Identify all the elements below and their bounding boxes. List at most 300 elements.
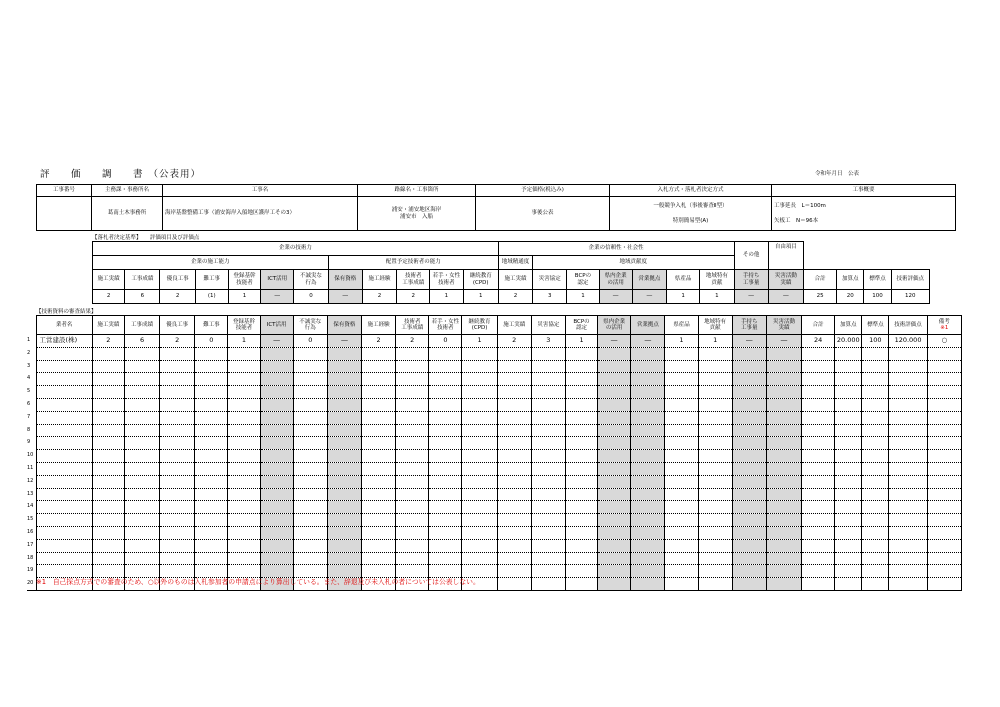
result-cell bbox=[195, 360, 228, 373]
result-cell bbox=[462, 373, 497, 386]
result-cell bbox=[862, 501, 889, 514]
result-cell bbox=[228, 437, 260, 450]
result-cell bbox=[631, 462, 665, 475]
criteria-column-header: 災害協定 bbox=[533, 270, 567, 290]
bidder-name bbox=[36, 450, 92, 463]
results-column-header: 合計 bbox=[802, 316, 835, 335]
result-cell bbox=[698, 501, 732, 514]
result-cell bbox=[160, 411, 195, 424]
result-cell bbox=[160, 526, 195, 539]
result-cell bbox=[732, 539, 766, 552]
results-column-header: 技術評価点 bbox=[889, 316, 927, 335]
result-cell bbox=[766, 462, 801, 475]
row-number: 12 bbox=[27, 477, 34, 484]
result-cell bbox=[598, 360, 631, 373]
overview-header: 工事番号 bbox=[37, 185, 92, 197]
result-cell bbox=[598, 411, 631, 424]
result-cell bbox=[889, 578, 927, 591]
result-cell bbox=[802, 411, 835, 424]
results-column-header: BCPの 認定 bbox=[565, 316, 597, 335]
row-number: 13 bbox=[27, 490, 34, 497]
result-cell bbox=[631, 526, 665, 539]
result-cell bbox=[124, 424, 159, 437]
results-table bbox=[27, 315, 962, 591]
result-cell bbox=[766, 501, 801, 514]
row-number: 16 bbox=[27, 528, 34, 535]
result-cell bbox=[598, 565, 631, 578]
overview-header-row bbox=[37, 185, 956, 197]
result-cell bbox=[835, 526, 862, 539]
result-cell bbox=[396, 514, 429, 527]
bidder-name: 工営建設(株) bbox=[36, 335, 92, 348]
criteria-column-header: 合計 bbox=[803, 270, 836, 290]
overview-table bbox=[36, 184, 956, 231]
criteria-column-header: 技術者 工事成績 bbox=[397, 270, 430, 290]
result-cell bbox=[327, 514, 361, 527]
result-cell: ― bbox=[766, 335, 801, 348]
criteria-column-header: 優良工事 bbox=[160, 270, 195, 290]
result-cell bbox=[293, 411, 327, 424]
project-summary: 工事延長 L＝100m 矢板工 N＝96本 bbox=[772, 197, 956, 231]
result-cell bbox=[260, 411, 293, 424]
row-number: 3 bbox=[27, 362, 31, 369]
result-cell bbox=[92, 488, 124, 501]
page-title: 評 価 調 書（公表用） bbox=[40, 169, 202, 180]
row-number: 15 bbox=[27, 516, 34, 523]
bidder-name bbox=[36, 360, 92, 373]
result-cell bbox=[362, 462, 396, 475]
result-cell bbox=[497, 386, 531, 399]
criteria-point: ― bbox=[734, 290, 768, 304]
result-cell bbox=[802, 514, 835, 527]
criteria-column-header: 登録基幹 技能者 bbox=[228, 270, 260, 290]
result-cell bbox=[195, 552, 228, 565]
result-cell bbox=[362, 347, 396, 360]
result-cell bbox=[835, 373, 862, 386]
result-cell bbox=[565, 450, 597, 463]
results-column-header: 保有資格 bbox=[327, 316, 361, 335]
bidder-name bbox=[36, 501, 92, 514]
result-cell bbox=[327, 539, 361, 552]
result-cell bbox=[160, 501, 195, 514]
result-cell bbox=[862, 488, 889, 501]
result-cell bbox=[195, 386, 228, 399]
result-cell bbox=[462, 501, 497, 514]
result-cell bbox=[698, 398, 732, 411]
result-cell bbox=[462, 526, 497, 539]
bidder-name bbox=[36, 552, 92, 565]
estimated-price: 事後公表 bbox=[476, 197, 610, 231]
result-cell: ― bbox=[631, 335, 665, 348]
result-cell bbox=[260, 526, 293, 539]
result-cell bbox=[665, 360, 698, 373]
result-cell bbox=[195, 514, 228, 527]
result-cell bbox=[732, 373, 766, 386]
result-cell bbox=[462, 360, 497, 373]
result-cell bbox=[92, 450, 124, 463]
result-cell bbox=[531, 501, 565, 514]
result-cell bbox=[92, 501, 124, 514]
result-cell bbox=[327, 437, 361, 450]
results-column-header: 施工経験 bbox=[362, 316, 396, 335]
result-cell bbox=[698, 373, 732, 386]
result-cell bbox=[732, 501, 766, 514]
result-cell: 0 bbox=[429, 335, 462, 348]
result-cell bbox=[565, 398, 597, 411]
result-cell bbox=[862, 475, 889, 488]
result-cell bbox=[429, 347, 462, 360]
result-cell bbox=[927, 539, 961, 552]
result-cell bbox=[631, 347, 665, 360]
result-cell bbox=[396, 488, 429, 501]
result-cell bbox=[565, 539, 597, 552]
result-cell bbox=[327, 552, 361, 565]
result-cell bbox=[160, 462, 195, 475]
project-name: 海岸基盤整備工事（浦安海岸入船地区護岸工その3） bbox=[163, 197, 358, 231]
result-cell bbox=[565, 347, 597, 360]
result-cell bbox=[124, 386, 159, 399]
result-cell bbox=[835, 539, 862, 552]
row-number: 11 bbox=[27, 464, 34, 471]
criteria-point: ― bbox=[632, 290, 666, 304]
results-label: 【技術資料の審査結果】 bbox=[36, 309, 97, 315]
result-cell bbox=[260, 373, 293, 386]
criteria-point: 2 bbox=[397, 290, 430, 304]
result-cell bbox=[462, 462, 497, 475]
result-cell bbox=[195, 488, 228, 501]
result-cell bbox=[927, 501, 961, 514]
result-cell bbox=[362, 411, 396, 424]
result-cell bbox=[927, 398, 961, 411]
bidder-name bbox=[36, 462, 92, 475]
result-cell bbox=[260, 475, 293, 488]
result-cell bbox=[362, 514, 396, 527]
result-cell bbox=[889, 450, 927, 463]
result-cell bbox=[531, 565, 565, 578]
result-cell bbox=[927, 488, 961, 501]
row-number: 8 bbox=[27, 426, 31, 433]
result-cell bbox=[862, 462, 889, 475]
table-row bbox=[27, 335, 962, 348]
result-cell bbox=[835, 450, 862, 463]
result-cell bbox=[862, 386, 889, 399]
result-cell bbox=[802, 373, 835, 386]
result-cell bbox=[92, 424, 124, 437]
result-cell bbox=[531, 398, 565, 411]
result-cell bbox=[497, 552, 531, 565]
sub-contribution: 地域貢献度 bbox=[533, 256, 734, 270]
result-cell bbox=[327, 347, 361, 360]
result-cell bbox=[327, 462, 361, 475]
result-cell bbox=[862, 450, 889, 463]
result-cell bbox=[531, 578, 565, 591]
result-cell bbox=[497, 424, 531, 437]
result-cell bbox=[462, 386, 497, 399]
result-cell bbox=[429, 539, 462, 552]
result-cell bbox=[531, 462, 565, 475]
result-cell bbox=[889, 386, 927, 399]
note-mark: ※1 bbox=[940, 325, 949, 331]
result-cell bbox=[766, 347, 801, 360]
result-cell bbox=[862, 347, 889, 360]
result-cell bbox=[228, 526, 260, 539]
result-cell bbox=[862, 424, 889, 437]
result-cell bbox=[429, 386, 462, 399]
result-cell bbox=[228, 450, 260, 463]
bidder-name bbox=[36, 475, 92, 488]
result-cell bbox=[927, 450, 961, 463]
result-cell: ○ bbox=[927, 335, 961, 348]
result-cell bbox=[195, 539, 228, 552]
result-cell bbox=[195, 437, 228, 450]
result-cell bbox=[362, 539, 396, 552]
bidder-name bbox=[36, 424, 92, 437]
result-cell bbox=[362, 373, 396, 386]
criteria-column-header: 技術評価点 bbox=[891, 270, 929, 290]
result-cell bbox=[631, 514, 665, 527]
result-cell bbox=[124, 360, 159, 373]
result-cell bbox=[228, 373, 260, 386]
publication-date: 令和年月日 公表 bbox=[815, 171, 860, 177]
free-header: 自由項目 bbox=[768, 242, 803, 270]
result-cell bbox=[92, 475, 124, 488]
result-cell bbox=[766, 450, 801, 463]
result-cell bbox=[631, 373, 665, 386]
result-cell bbox=[293, 552, 327, 565]
results-header-row bbox=[27, 316, 962, 335]
result-cell bbox=[293, 360, 327, 373]
result-cell bbox=[698, 514, 732, 527]
result-cell bbox=[429, 437, 462, 450]
result-cell bbox=[327, 386, 361, 399]
result-cell bbox=[665, 539, 698, 552]
result-cell bbox=[802, 437, 835, 450]
result-cell bbox=[293, 488, 327, 501]
result-cell bbox=[766, 475, 801, 488]
criteria-column-header: 加算点 bbox=[837, 270, 864, 290]
criteria-point: (1) bbox=[195, 290, 228, 304]
result-cell bbox=[698, 347, 732, 360]
result-cell bbox=[160, 514, 195, 527]
result-cell bbox=[889, 398, 927, 411]
result-cell bbox=[598, 578, 631, 591]
result-cell bbox=[228, 347, 260, 360]
results-column-header: 不誠実な 行為 bbox=[293, 316, 327, 335]
result-cell bbox=[160, 386, 195, 399]
criteria-point: 100 bbox=[864, 290, 891, 304]
result-cell bbox=[802, 488, 835, 501]
table-row bbox=[27, 437, 962, 450]
result-cell bbox=[362, 437, 396, 450]
result-cell bbox=[766, 437, 801, 450]
footnote-text: ※1 自己採点方式での審査のため、○以外のものは入札参加者の申請点により算出している。また、辞退及び未入札の者については公表しない。 bbox=[36, 578, 480, 586]
criteria-table bbox=[92, 241, 930, 304]
result-cell bbox=[195, 501, 228, 514]
result-cell bbox=[396, 347, 429, 360]
row-number: 18 bbox=[27, 554, 34, 561]
results-column-header: 加算点 bbox=[835, 316, 862, 335]
results-column-header: 優良工事 bbox=[160, 316, 195, 335]
result-cell bbox=[195, 424, 228, 437]
result-cell bbox=[531, 437, 565, 450]
criteria-column-header: 施工実績 bbox=[498, 270, 532, 290]
result-cell bbox=[195, 462, 228, 475]
result-cell bbox=[665, 526, 698, 539]
bidder-name bbox=[36, 437, 92, 450]
result-cell bbox=[429, 552, 462, 565]
result-cell bbox=[732, 411, 766, 424]
result-cell bbox=[835, 437, 862, 450]
result-cell bbox=[927, 347, 961, 360]
result-cell bbox=[497, 437, 531, 450]
result-cell bbox=[92, 552, 124, 565]
result-cell bbox=[698, 437, 732, 450]
results-column-header: ICT活用 bbox=[260, 316, 293, 335]
overview-header: 予定価格(税込み) bbox=[476, 185, 610, 197]
result-cell bbox=[92, 373, 124, 386]
bidder-name bbox=[36, 514, 92, 527]
result-cell bbox=[665, 514, 698, 527]
result-cell bbox=[698, 411, 732, 424]
result-cell bbox=[665, 450, 698, 463]
bidder-name bbox=[36, 373, 92, 386]
result-cell bbox=[802, 475, 835, 488]
result-cell bbox=[598, 462, 631, 475]
result-cell bbox=[260, 424, 293, 437]
table-row bbox=[27, 475, 962, 488]
result-cell bbox=[927, 437, 961, 450]
result-cell: 2 bbox=[160, 335, 195, 348]
result-cell bbox=[195, 398, 228, 411]
criteria-column-header: 営業拠点 bbox=[632, 270, 666, 290]
result-cell bbox=[862, 411, 889, 424]
table-row bbox=[27, 501, 962, 514]
result-cell bbox=[698, 565, 732, 578]
criteria-column-header: 不誠実な 行為 bbox=[294, 270, 328, 290]
result-cell: 3 bbox=[531, 335, 565, 348]
result-cell bbox=[462, 552, 497, 565]
result-cell bbox=[631, 565, 665, 578]
result-cell bbox=[531, 386, 565, 399]
result-cell bbox=[160, 398, 195, 411]
result-cell bbox=[889, 565, 927, 578]
result-cell bbox=[462, 347, 497, 360]
result-cell bbox=[927, 360, 961, 373]
result-cell bbox=[228, 386, 260, 399]
row-number: 7 bbox=[27, 413, 31, 420]
results-column-header: 業者名 bbox=[36, 316, 92, 335]
results-column-header: 標準点 bbox=[862, 316, 889, 335]
result-cell bbox=[160, 373, 195, 386]
criteria-column-header: 県内企業 の活用 bbox=[599, 270, 632, 290]
result-cell bbox=[160, 450, 195, 463]
sub-region: 地域精通度 bbox=[498, 256, 532, 270]
result-cell bbox=[228, 539, 260, 552]
result-cell bbox=[429, 411, 462, 424]
result-cell bbox=[362, 360, 396, 373]
result-cell bbox=[802, 578, 835, 591]
result-cell bbox=[92, 437, 124, 450]
result-cell bbox=[293, 347, 327, 360]
result-cell bbox=[889, 501, 927, 514]
bidder-name bbox=[36, 488, 92, 501]
result-cell bbox=[396, 373, 429, 386]
result-cell bbox=[327, 360, 361, 373]
result-cell bbox=[396, 552, 429, 565]
criteria-column-header: 県産品 bbox=[667, 270, 700, 290]
result-cell bbox=[462, 411, 497, 424]
result-cell bbox=[862, 539, 889, 552]
criteria-point: 3 bbox=[533, 290, 567, 304]
criteria-column-header: 工事成績 bbox=[125, 270, 160, 290]
result-cell bbox=[92, 462, 124, 475]
results-column-header: 登録基幹 技能者 bbox=[228, 316, 260, 335]
result-cell bbox=[92, 526, 124, 539]
result-cell bbox=[497, 501, 531, 514]
result-cell bbox=[802, 398, 835, 411]
result-cell bbox=[631, 475, 665, 488]
result-cell bbox=[327, 501, 361, 514]
result-cell bbox=[698, 386, 732, 399]
result-cell bbox=[889, 462, 927, 475]
result-cell bbox=[362, 501, 396, 514]
result-cell bbox=[396, 501, 429, 514]
criteria-point: 120 bbox=[891, 290, 929, 304]
result-cell bbox=[531, 475, 565, 488]
criteria-column-header: 継続教育 (CPD) bbox=[463, 270, 498, 290]
criteria-column-header: 標準点 bbox=[864, 270, 891, 290]
result-cell bbox=[497, 373, 531, 386]
result-cell: ― bbox=[327, 335, 361, 348]
result-cell bbox=[565, 514, 597, 527]
result-cell bbox=[429, 424, 462, 437]
result-cell bbox=[889, 424, 927, 437]
bidder-name bbox=[36, 347, 92, 360]
results-column-header: 施工実績 bbox=[497, 316, 531, 335]
result-cell bbox=[835, 360, 862, 373]
criteria-point: 1 bbox=[667, 290, 700, 304]
result-cell bbox=[124, 411, 159, 424]
result-cell bbox=[732, 475, 766, 488]
result-cell bbox=[327, 475, 361, 488]
result-cell bbox=[396, 437, 429, 450]
result-cell bbox=[260, 360, 293, 373]
result-cell bbox=[124, 373, 159, 386]
result-cell bbox=[835, 578, 862, 591]
result-cell bbox=[124, 526, 159, 539]
result-cell bbox=[92, 398, 124, 411]
criteria-blank bbox=[803, 242, 929, 270]
result-cell bbox=[598, 475, 631, 488]
result-cell: ― bbox=[260, 335, 293, 348]
result-cell bbox=[228, 501, 260, 514]
result-cell bbox=[497, 488, 531, 501]
result-cell bbox=[362, 475, 396, 488]
result-cell bbox=[598, 552, 631, 565]
result-cell bbox=[260, 514, 293, 527]
results-column-header: 災害活動 実績 bbox=[766, 316, 801, 335]
project-number bbox=[37, 197, 92, 231]
result-cell bbox=[927, 514, 961, 527]
result-cell bbox=[293, 450, 327, 463]
result-cell bbox=[862, 526, 889, 539]
result-cell bbox=[732, 514, 766, 527]
table-row bbox=[27, 398, 962, 411]
result-cell bbox=[293, 373, 327, 386]
sub-company: 企業の施工能力 bbox=[93, 256, 329, 270]
criteria-column-header: ICT活用 bbox=[261, 270, 294, 290]
results-column-header: 工事成績 bbox=[124, 316, 159, 335]
